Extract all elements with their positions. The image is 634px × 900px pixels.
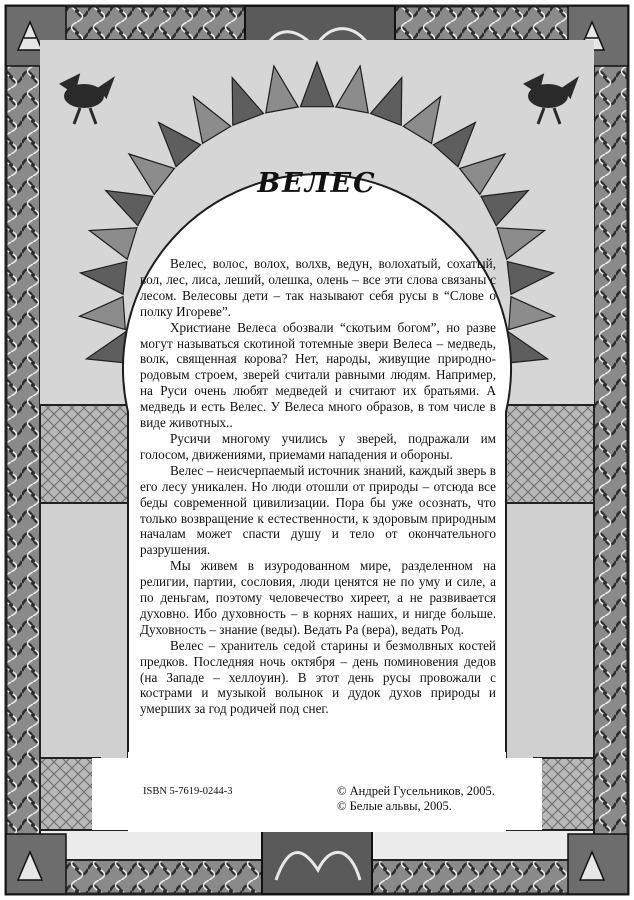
paragraph: Велес – неисчерпаемый источник знаний, каждый зверь в его лесу уникален. Но люди отошли от природы – отсюда все беды современной цивилизации. Пора бы уже осознать, что только возвращение к естественности, к здоровым природным началам может спасти душу и тело от окончательного разрушения. [140, 462, 496, 558]
copyright-block [337, 784, 495, 814]
bottom-plaque [262, 822, 372, 894]
page-title: ВЕЛЕС [257, 168, 377, 199]
article-body [140, 256, 496, 717]
paragraph: Велес, волос, волох, волхв, ведун, волохатый, сохатый, вол, лес, лиса, леший, олешка, олень – все эти слова связаны с лесом. Велесовы дети – так называют себя русы в “Слове о полку Игореве”. [140, 256, 496, 319]
paragraph: Мы живем в изуродованном мире, разделенном на религии, партии, сословия, люди ценятся не по уму и силе, а по деньгам, поэтому человечество хиреет, а не развивается духовно. Ибо духовность – в корнях наших, и нигде больше. Духовность – знание (веды). Ведать Ра (вера), ведать Род. [140, 558, 496, 637]
paragraph: Велес – хранитель седой старины и безмолвных костей предков. Последняя ночь октября – день поминовения дедов (на Западе – хеллоуин). В этот день русы провожали с кострами и музыкой волынок и дудок духов природы и умерших за год родичей под снег. [140, 637, 496, 717]
copyright-line: © Белые альвы, 2005. [337, 799, 452, 813]
isbn-number: ISBN 5-7619-0244-3 [143, 786, 233, 797]
right-animal-panel [494, 405, 594, 503]
left-animal-panel [40, 405, 140, 503]
copyright-line: © Андрей Гусельников, 2005. [337, 784, 495, 798]
paragraph: Русичи многому учились у зверей, подражали им голосом, движениями, приемами нападения и обороны. [140, 430, 496, 462]
paragraph: Христиане Велеса обозвали “скотьим богом”, но разве могут называться скотиной тотемные звери Велеса – медведь, волк, священная корова? Нет, народы, живущие природно-родовым строем, зверей считали равными людям. Например, на Руси очень любят медведей и считают их братьями. А медведь и есть Велес. У Велеса много образов, в том числе в виде животных.. [140, 319, 496, 431]
